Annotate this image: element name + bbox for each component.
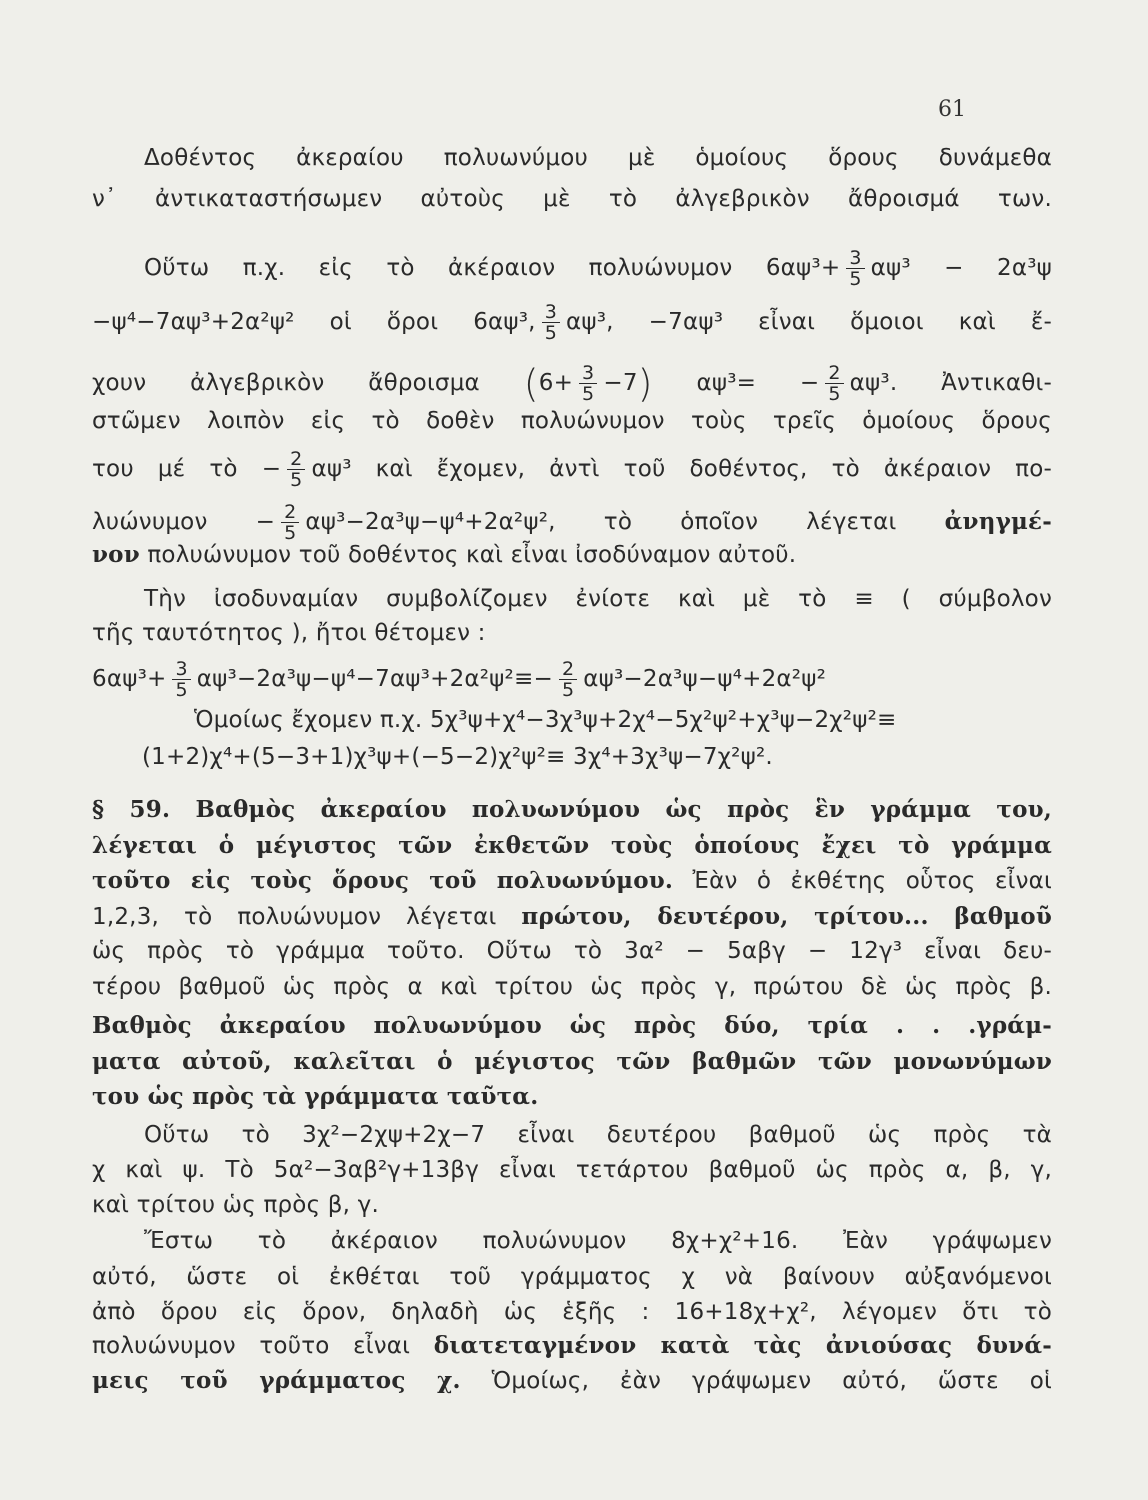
bold-text-run: τοῦτο εἰς τοὺς ὅρους τοῦ πολυωνύμου. — [92, 867, 674, 894]
text-run: αψ³ καὶ ἔχομεν, ἀντὶ τοῦ δοθέντος, τὸ ἀκέραιον πο- — [311, 456, 1052, 482]
fraction-denominator: 5 — [542, 322, 560, 343]
fraction — [542, 302, 560, 343]
text-line — [92, 659, 1052, 700]
text-run: χουν ἀλγεβρικὸν ἄθροισμα — [92, 370, 524, 396]
fraction — [579, 363, 597, 404]
text-run: Οὕτω π.χ. εἰς τὸ ἀκέραιον πολυώνυμον 6αψ³+ — [144, 255, 841, 281]
text-run: −7 — [603, 370, 638, 396]
text-run: Ὁμοίως ἔχομεν π.χ. 5χ³ψ+χ⁴−3χ³ψ+2χ⁴−5χ²ψ²+χ³ψ−2χ²ψ²≡ — [194, 707, 897, 733]
fraction — [287, 449, 305, 490]
fraction-denominator: 5 — [579, 383, 597, 404]
text-run: πολυώνυμον τοῦ δοθέντος καὶ εἶναι ἰσοδύναμον αὐτοῦ. — [139, 542, 797, 568]
text-line — [92, 1082, 1052, 1112]
text-run: αψ³−2α³ψ−ψ⁴+2α²ψ² — [583, 666, 826, 692]
fraction-numerator: 2 — [290, 448, 303, 470]
text-line — [92, 184, 1052, 214]
text-run: ὡς πρὸς τὸ γράμμα τοῦτο. Οὕτω τὸ 3α² − 5αβγ − 12γ³ εἶναι δευ- — [92, 938, 1052, 964]
fraction-denominator: 5 — [281, 522, 299, 543]
text-run: αψ³ − 2α³ψ — [870, 255, 1052, 281]
text-run: 6+ — [538, 370, 574, 396]
text-line — [92, 502, 1052, 543]
bold-text-run: μεις τοῦ γράμματος χ. — [92, 1367, 461, 1394]
bold-text-run: λέγεται ὁ μέγιστος τῶν ἐκθετῶν τοὺς ὁποίους ἔχει τὸ γράμμα — [92, 832, 1052, 859]
text-line — [144, 248, 1052, 289]
text-line — [92, 1297, 1052, 1327]
large-parenthesis: ( — [523, 361, 539, 406]
text-line — [92, 618, 1052, 648]
fraction-denominator: 5 — [287, 469, 305, 490]
fraction — [559, 659, 577, 700]
text-run: Ὁμοίως, ἐὰν γράψωμεν αὐτό, ὥστε οἱ — [460, 1368, 1053, 1394]
text-run: αψ³= − — [652, 370, 820, 396]
bold-text-run: § 59. Βαθμὸς ἀκεραίου πολυωνύμου ὡς πρὸς ἓν γράμμα του, — [92, 796, 1052, 823]
bold-text-run: διατεταγμένον κατὰ τὰς ἀνιούσας δυνά- — [433, 1332, 1052, 1359]
text-line — [92, 831, 1052, 861]
text-line — [92, 1011, 1052, 1041]
fraction-denominator: 5 — [846, 268, 864, 289]
bold-text-run: πρώτου, δευτέρου, τρίτου... βαθμοῦ — [521, 903, 1052, 930]
fraction-denominator: 5 — [559, 679, 577, 700]
text-run: αψ³−2α³ψ−ψ⁴+2α²ψ², τὸ ὁποῖον λέγεται — [305, 509, 945, 535]
fraction-numerator: 3 — [582, 362, 595, 384]
text-run: τῆς ταυτότητος ), ἤτοι θέτομεν : — [92, 620, 486, 646]
text-run: −ψ⁴−7αψ³+2α²ψ² οἱ ὅροι 6αψ³, — [92, 309, 536, 335]
large-parenthesis: ) — [637, 361, 653, 406]
text-run: χ καὶ ψ. Τὸ 5α²−3αβ²γ+13βγ εἶναι τετάρτου βαθμοῦ ὡς πρὸς α, β, γ, — [92, 1157, 1052, 1183]
text-run: αὐτό, ὥστε οἱ ἐκθέται τοῦ γράμματος χ νὰ βαίνουν αὐξανόμενοι — [92, 1264, 1052, 1290]
text-line — [92, 1047, 1052, 1077]
fraction — [846, 248, 864, 289]
text-line — [144, 1226, 1052, 1256]
page-number: 61 — [938, 97, 966, 122]
fraction-denominator: 5 — [825, 383, 843, 404]
text-line — [92, 1331, 1052, 1361]
fraction-numerator: 3 — [175, 658, 188, 680]
text-run: αψ³, −7αψ³ εἶναι ὅμοιοι καὶ ἔ- — [566, 309, 1052, 335]
fraction-numerator: 2 — [828, 362, 841, 384]
text-line — [144, 143, 1052, 173]
bold-text-run: ἀνηγμέ- — [944, 508, 1052, 535]
text-line — [92, 1155, 1052, 1185]
text-line — [92, 1366, 1052, 1396]
text-line — [92, 1262, 1052, 1292]
text-line — [92, 795, 1052, 825]
text-line — [92, 449, 1052, 490]
text-run: καὶ τρίτου ὡς πρὸς β, γ. — [92, 1192, 379, 1218]
fraction — [281, 502, 299, 543]
bold-text-run: ματα αὐτοῦ, καλεῖται ὁ μέγιστος τῶν βαθμῶν τῶν μονωνύμων — [92, 1048, 1052, 1075]
text-line — [194, 705, 1052, 735]
text-run: αψ³−2α³ψ−ψ⁴−7αψ³+2α²ψ²≡− — [196, 666, 553, 692]
text-run: Τὴν ἰσοδυναμίαν συμβολίζομεν ἐνίοτε καὶ μὲ τὸ ≡ ( σύμβολον — [144, 586, 1052, 612]
bold-text-run: του ὡς πρὸς τὰ γράμματα ταῦτα. — [92, 1083, 539, 1110]
text-run: Ἐὰν ὁ ἐκθέτης οὗτος εἶναι — [673, 868, 1052, 894]
fraction-numerator: 3 — [544, 301, 557, 323]
text-run: 1,2,3, τὸ πολυώνυμον λέγεται — [92, 904, 522, 930]
text-line — [144, 1120, 1052, 1150]
text-run: στῶμεν λοιπὸν εἰς τὸ δοθὲν πολυώνυμον τοὺς τρεῖς ὁμοίους ὅρους — [92, 408, 1052, 434]
text-run: λυώνυμον − — [92, 509, 276, 535]
text-line — [92, 936, 1052, 966]
text-line — [92, 902, 1052, 932]
text-line — [92, 540, 1052, 570]
text-run: Δοθέντος ἀκεραίου πολυωνύμου μὲ ὁμοίους ὅρους δυνάμεθα — [144, 145, 1052, 171]
text-run: (1+2)χ⁴+(5−3+1)χ³ψ+(−5−2)χ²ψ²≡ 3χ⁴+3χ³ψ−7χ²ψ². — [142, 744, 773, 770]
text-line — [92, 302, 1052, 343]
text-line — [144, 584, 1052, 614]
text-line — [92, 406, 1052, 436]
text-run: ν᾽ ἀντικαταστήσωμεν αὐτοὺς μὲ τὸ ἀλγεβρικὸν ἄθροισμά των. — [92, 186, 1052, 212]
text-line — [92, 972, 1052, 1002]
text-run: του μέ τὸ − — [92, 456, 282, 482]
bold-text-run: Βαθμὸς ἀκεραίου πολυωνύμου ὡς πρὸς δύο, τρία . . .γράμ- — [92, 1012, 1052, 1039]
text-run: πολυώνυμον τοῦτο εἶναι — [92, 1333, 434, 1359]
text-line — [92, 866, 1052, 896]
text-line — [92, 1190, 1052, 1220]
text-run: τέρου βαθμοῦ ὡς πρὸς α καὶ τρίτου ὡς πρὸς γ, πρώτου δὲ ὡς πρὸς β. — [92, 974, 1052, 1000]
fraction-numerator: 2 — [561, 658, 575, 680]
text-run: αψ³. Ἀντικαθι- — [849, 370, 1053, 396]
fraction-numerator: 2 — [284, 501, 297, 523]
text-line — [92, 363, 1052, 404]
text-run: Οὕτω τὸ 3χ²−2χψ+2χ−7 εἶναι δευτέρου βαθμοῦ ὡς πρὸς τὰ — [144, 1122, 1052, 1148]
text-run: Ἔστω τὸ ἀκέραιον πολυώνυμον 8χ+χ²+16. Ἐὰν γράψωμεν — [144, 1228, 1052, 1254]
text-run: 6αψ³+ — [92, 666, 167, 692]
text-line — [142, 742, 1052, 772]
fraction — [172, 659, 190, 700]
fraction-numerator: 3 — [849, 247, 862, 269]
text-run: ἀπὸ ὅρου εἰς ὅρον, δηλαδὴ ὡς ἑξῆς : 16+18χ+χ², λέγομεν ὅτι τὸ — [92, 1299, 1052, 1325]
fraction — [825, 363, 843, 404]
fraction-denominator: 5 — [172, 679, 190, 700]
bold-text-run: νον — [92, 541, 140, 568]
